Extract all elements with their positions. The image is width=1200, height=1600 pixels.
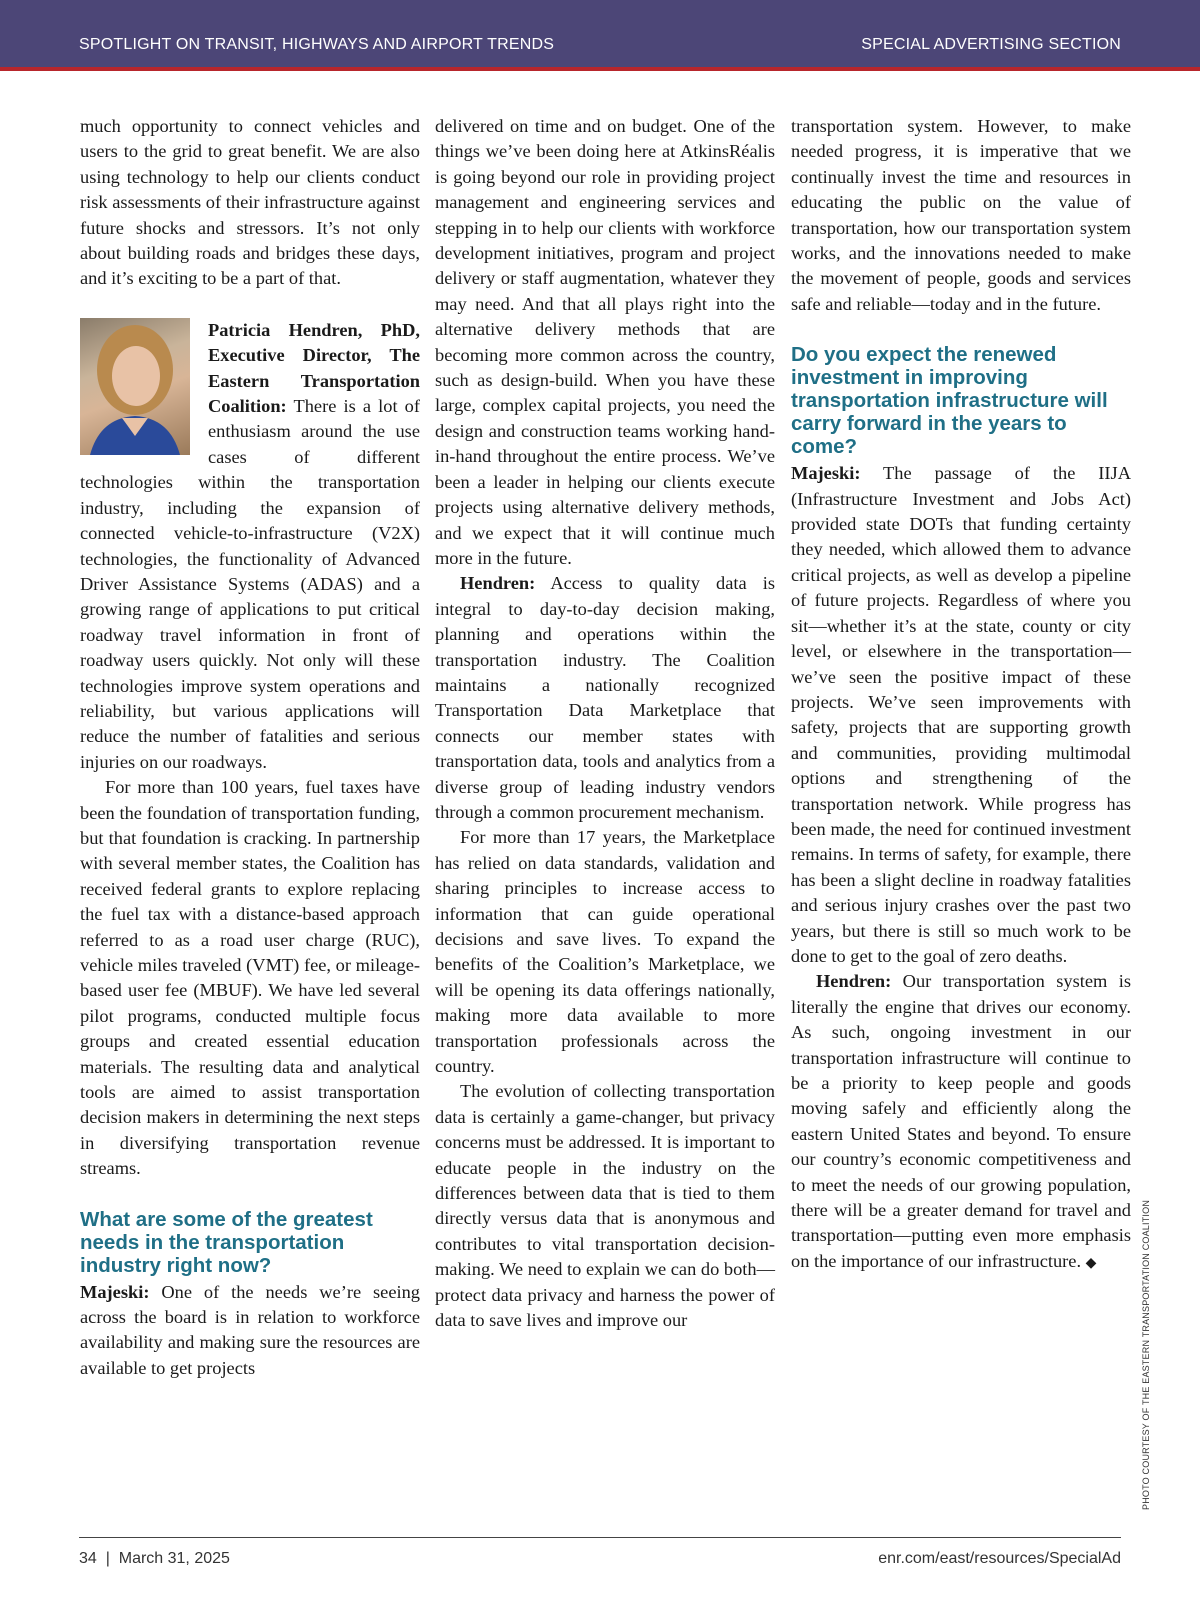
- paragraph: For more than 100 years, fuel taxes have been the foundation of transportation funding, but that foundation is cracking. In partnership with several member states, the Coalition has received federal grants to explore replacing the fuel tax with a distance-based approach referred to as a road user charge (RUC), vehicle miles traveled (VMT) fee, or mileage-based user fee (MBUF). We have led several pilot programs, conducted multiple focus groups and created essential education materials. The resulting data and analytical tools are aimed to assist transportation decision makers in determining the next steps in diversifying transportation revenue streams.: [80, 777, 420, 1179]
- footer-url: enr.com/east/resources/SpecialAd: [878, 1550, 1121, 1567]
- answer-text: The passage of the IIJA (Infrastructure Investment and Jobs Act) provided state DOTs that funding certainty they needed, which allowed them to advance critical projects, as well as develop a pipeline of future projects. Regardless of where you sit—whether it’s at the state, county or city level, or elsewhere in the transportation—we’ve seen the positive impact of these projects. We’ve seen improvements with safety, projects that are supporting growth and communities, providing multimodal options and strengthening of the transportation network. While progress has been made, the need for continued investment remains. In terms of safety, for example, there has been a slight decline in roadway fatalities and serious injury crashes over the past two years, but there is still so much work to be done to get to the goal of zero deaths.: [791, 463, 1131, 966]
- paragraph: much opportunity to connect vehicles and users to the grid to great benefit. We are also using technology to help our clients conduct risk assessments of their infrastructure against future shocks and stressors. It’s not only about building roads and bridges these days, and it’s exciting to be a part of that.: [80, 116, 420, 289]
- speaker-name: Patricia Hendren, PhD, Executive Director, The Eastern Transportation Coalition:: [208, 319, 420, 417]
- speaker-bio: [80, 318, 420, 775]
- paragraph: transportation system. However, to make needed progress, it is imperative that we continually invest the time and resources in educating the public on the value of transportation, how our transportation system works, and the innovations needed to make the movement of people, goods and services safe and reliable—today and in the future.: [791, 116, 1131, 314]
- photo-credit: PHOTO COURTESY OF THE EASTERN TRANSPORTATION COALITION: [1141, 1199, 1151, 1510]
- paragraph: delivered on time and on budget. One of the things we’ve been doing here at AtkinsRéalis is going beyond our role in providing project management and engineering services and stepping in to help our clients with workforce development initiatives, program and project delivery or staff augmentation, whatever they may need. And that all plays right into the alternative delivery methods that are becoming more common across the country, such as design-build. When you have these large, complex capital projects, you need the design and construction teams working hand-in-hand throughout the entire process. We’ve been a leader in helping our clients execute projects using alternative delivery methods, and we expect that it will continue much more in the future.: [435, 116, 775, 568]
- end-diamond-icon: ◆: [1085, 1255, 1097, 1271]
- header-advertising-label: SPECIAL ADVERTISING SECTION: [861, 36, 1121, 53]
- portrait-photo: [80, 318, 190, 455]
- footer-divider: [79, 1537, 1121, 1538]
- speaker-label: Hendren:: [816, 971, 892, 992]
- answer-text: Access to quality data is integral to day-to-day decision making, planning and operations within the transportation industry. The Coalition maintains a nationally recognized Transportation Data Marketplace that connects our member states with transportation data, tools and analytics from a diverse group of leading industry vendors through a common procurement mechanism.: [435, 573, 775, 822]
- speaker-label: Hendren:: [460, 573, 536, 594]
- header-section-title: SPOTLIGHT ON TRANSIT, HIGHWAYS AND AIRPORT TRENDS: [79, 36, 555, 53]
- article-column-2: [435, 114, 775, 1334]
- footer-page-date: 34 | March 31, 2025: [79, 1550, 230, 1567]
- speaker-label: Majeski:: [791, 463, 861, 484]
- answer-text: Our transportation system is literally the engine that drives our economy. As such, ongoing investment in our transportation infrastructure will continue to be a priority to keep people and goods moving safely and efficiently along the eastern United States and beyond. To ensure our country’s economic competitiveness and to meet the needs of our growing population, there will be a greater demand for travel and transportation—putting even more emphasis on the importance of our infrastructure.: [791, 971, 1131, 1271]
- article-column-1: [80, 114, 420, 1381]
- speaker-label: Majeski:: [80, 1281, 150, 1302]
- article-column-3: [791, 114, 1131, 1276]
- paragraph: For more than 17 years, the Marketplace has relied on data standards, validation and sharing principles to increase access to information that can guide operational decisions and save lives. To expand the benefits of the Coalition’s Marketplace, we will be opening its data offerings nationally, making more data available to more transportation professionals across the country.: [435, 827, 775, 1077]
- paragraph: The evolution of collecting transportation data is certainly a game-changer, but privacy concerns must be addressed. It is important to educate people in the industry on the differences between data that is tied to them directly versus data that is anonymous and contributes to vital transportation decision-making. We need to explain we can do both—protect data privacy and harness the power of data to save lives and improve our: [435, 1081, 775, 1331]
- interview-question: Do you expect the renewed investment in improving transportation infrastructure will carry forward in the years to come?: [791, 343, 1108, 459]
- section-header-bar: [0, 0, 1200, 71]
- answer-text: One of the needs we’re seeing across the board is in relation to workforce availability and making sure the resources are available to get projects: [80, 1281, 420, 1378]
- interview-question: What are some of the greatest needs in the transportation industry right now?: [80, 1207, 373, 1277]
- bio-text: There is a lot of enthusiasm around the use cases of different technologies within the transportation industry, including the expansion of connected vehicle-to-infrastructure (V2X) technologies, the functionality of Advanced Driver Assistance Systems (ADAS) and a growing range of applications to put critical roadway travel information in front of roadway users quickly. Not only will these technologies improve system operations and reliability, but various applications will reduce the number of fatalities and serious injuries on our roadways.: [80, 396, 420, 772]
